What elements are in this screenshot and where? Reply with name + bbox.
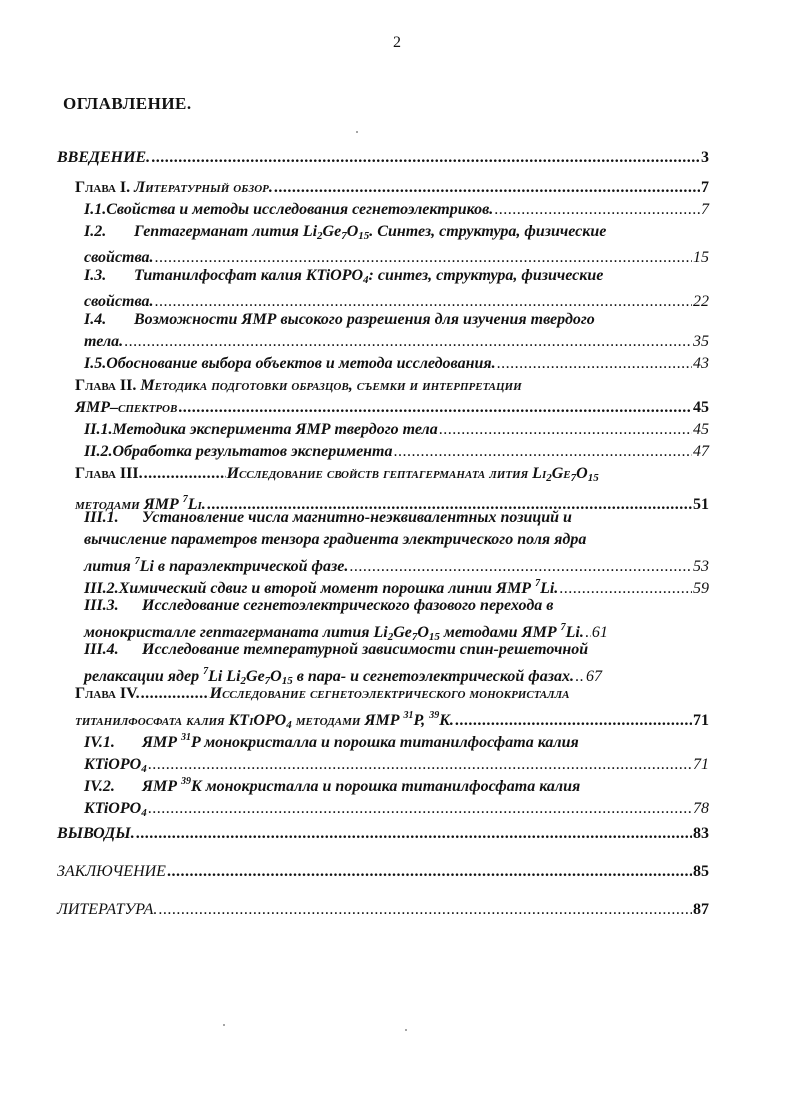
entry-title: ЗАКЛЮЧЕНИЕ xyxy=(57,863,166,880)
entry-title: Возможности ЯМР высокого разрешения для изучения твердого xyxy=(134,311,595,328)
entry-page: 45 xyxy=(693,399,709,416)
entry-title: ЯМР $^{39}$K монокристалла и порошка титанилфосфата калия xyxy=(142,776,581,795)
entry-page: 3 xyxy=(701,149,709,166)
entry-title: Химический сдвиг и второй момент порошка линии ЯМР $^7$Li. xyxy=(118,578,559,597)
toc-entry-section-1-4[interactable] xyxy=(84,309,709,353)
toc-entry-references[interactable] xyxy=(57,899,709,921)
entry-title-continued: релаксации ядер $^7$Li $Li_2Ge_7O_{15}$ в пара- и сегнетоэлектрической фазах. xyxy=(84,666,574,687)
entry-page: 51 xyxy=(693,496,709,513)
entry-title-continued: лития $^7$Li в параэлектрической фазе. xyxy=(84,556,349,575)
dot-leader xyxy=(158,899,692,921)
toc-entry-section-3-1[interactable] xyxy=(84,507,709,578)
section-number: I.2. xyxy=(84,223,107,240)
dot-leader xyxy=(178,397,692,419)
entry-page: 22 xyxy=(693,293,709,310)
dot-leader xyxy=(494,199,700,221)
entry-title: Исследование температурной зависимости спин-решеточной xyxy=(142,641,589,658)
entry-page: 7 xyxy=(701,179,709,196)
entry-title: Исследование сегнетоэлектрического монокристалла xyxy=(209,685,570,702)
entry-page: 47 xyxy=(693,443,709,460)
section-number: I.4. xyxy=(84,311,107,328)
chapter-label: Глава II. xyxy=(75,377,137,394)
section-number: I.1. xyxy=(84,201,107,218)
toc-heading: ОГЛАВЛЕНИЕ. xyxy=(63,94,192,113)
dot-leader xyxy=(151,147,700,169)
toc-entry-section-1-5[interactable] xyxy=(84,353,709,375)
entry-page: 67 xyxy=(585,668,602,685)
dot-leader xyxy=(124,331,692,353)
entry-title: ВЫВОДЫ. xyxy=(57,825,135,842)
scan-speck xyxy=(356,131,358,133)
entry-title: ВВЕДЕНИЕ. xyxy=(57,149,151,166)
entry-page: 53 xyxy=(693,558,709,575)
entry-title-continued: вычисление параметров тензора градиента электрического поля ядра xyxy=(84,531,587,548)
entry-title: Свойства и методы исследования сегнетоэлектриков. xyxy=(106,201,494,218)
dot-leader xyxy=(144,463,226,485)
chapter-label: Глава IV. xyxy=(75,685,140,702)
entry-title-continued: KTiOPO$_4$ xyxy=(84,800,147,819)
toc-entry-section-1-1[interactable] xyxy=(84,199,709,221)
section-number: I.3. xyxy=(84,267,107,284)
entry-title: Установление числа магнитно-неэквивалентных позиций и xyxy=(142,509,572,526)
dot-leader xyxy=(439,419,692,441)
entry-page: 78 xyxy=(693,800,709,817)
entry-title: Обработка результатов эксперимента xyxy=(112,443,393,460)
entry-title-continued: тела. xyxy=(84,333,124,350)
section-number: III.4. xyxy=(84,641,119,658)
toc-entry-section-2-1[interactable] xyxy=(84,419,709,441)
entry-title: Обоснование выбора объектов и метода исследования. xyxy=(106,355,496,372)
dot-leader xyxy=(167,861,692,883)
dot-leader xyxy=(394,441,693,463)
entry-title-continued: титанилфосфата калия KTiOPO$_4$ методами ЯМР $^{31}$P, $^{39}$K. xyxy=(75,710,454,731)
toc-entry-section-4-2[interactable] xyxy=(84,771,709,824)
dot-leader xyxy=(136,823,692,845)
dot-leader xyxy=(148,798,692,820)
entry-title: Исследование свойств гептагерманата лития $Li_2Ge_7O_{15}$ xyxy=(226,465,599,484)
dot-leader xyxy=(141,683,209,705)
entry-page: 35 xyxy=(693,333,709,350)
dot-leader xyxy=(497,353,692,375)
dot-leader xyxy=(274,177,700,199)
entry-title-continued: свойства. xyxy=(84,249,154,266)
entry-title-continued: ЯМР–спектров xyxy=(75,399,178,416)
section-number: III.3. xyxy=(84,597,119,614)
entry-page: 71 xyxy=(693,712,709,729)
toc-entry-summary[interactable] xyxy=(57,861,709,883)
section-number: IV.2. xyxy=(84,778,115,795)
toc-entry-conclusions[interactable] xyxy=(57,823,709,845)
entry-page: 83 xyxy=(693,825,709,842)
section-number: III.2. xyxy=(84,580,119,597)
section-number: IV.1. xyxy=(84,734,115,751)
entry-title: Методика эксперимента ЯМР твердого тела xyxy=(112,421,438,438)
section-number: III.1. xyxy=(84,509,119,526)
entry-title-continued: методами ЯМР $^7$Li. xyxy=(75,494,206,513)
scan-speck xyxy=(223,1024,225,1026)
toc-entry-introduction[interactable] xyxy=(57,147,709,169)
toc-entry-chapter-1[interactable] xyxy=(75,177,709,199)
entry-title: Гептагерманат лития Li xyxy=(134,223,318,240)
entry-page: 61 xyxy=(591,624,608,641)
chapter-label: Глава III. xyxy=(75,465,143,482)
toc-entry-section-1-2[interactable]: I.2. Гептагерманат лития $Li_2Ge_7O_{15}$. Синтез, структура, физические свойства. ..... 15 xyxy=(84,221,709,269)
page-number: 2 xyxy=(393,34,401,51)
entry-page: 45 xyxy=(693,421,709,438)
toc-entry-chapter-2[interactable] xyxy=(75,375,709,419)
chapter-label: Глава I. xyxy=(75,179,131,196)
entry-page: 85 xyxy=(693,863,709,880)
section-number: II.2. xyxy=(84,443,113,460)
entry-title-continued: монокристалле гептагерманата лития $Li_2Ge_7O_{15}$ методами ЯМР $^7$Li. xyxy=(84,622,584,643)
entry-page: 15 xyxy=(693,249,709,266)
entry-title: Методика подготовки образцов, съемки и интерпретации xyxy=(140,377,522,394)
entry-title: ЛИТЕРАТУРА. xyxy=(57,901,158,918)
entry-title: Исследование сегнетоэлектрического фазового перехода в xyxy=(142,597,554,614)
entry-title-continued: KTiOPO$_4$ xyxy=(84,756,147,775)
entry-page: 59 xyxy=(693,580,709,597)
section-number: I.5. xyxy=(84,355,107,372)
scan-speck xyxy=(405,1029,407,1031)
entry-title-continued: свойства. xyxy=(84,293,154,310)
entry-title: ЯМР $^{31}$P монокристалла и порошка титанилфосфата калия xyxy=(142,732,579,751)
entry-page: 87 xyxy=(693,901,709,918)
toc-entry-section-1-3[interactable]: I.3. Титанилфосфат калия KTiOPO$_4$: синтез, структура, физические свойства. ..... 22 xyxy=(84,265,709,313)
toc-entry-section-2-2[interactable] xyxy=(84,441,709,463)
entry-page: 43 xyxy=(693,355,709,372)
entry-page: 71 xyxy=(693,756,709,773)
section-number: II.1. xyxy=(84,421,113,438)
entry-title: Литературный обзор. xyxy=(134,179,273,196)
entry-page: 7 xyxy=(701,201,709,218)
entry-title: Титанилфосфат калия KTiOPO xyxy=(134,267,364,284)
